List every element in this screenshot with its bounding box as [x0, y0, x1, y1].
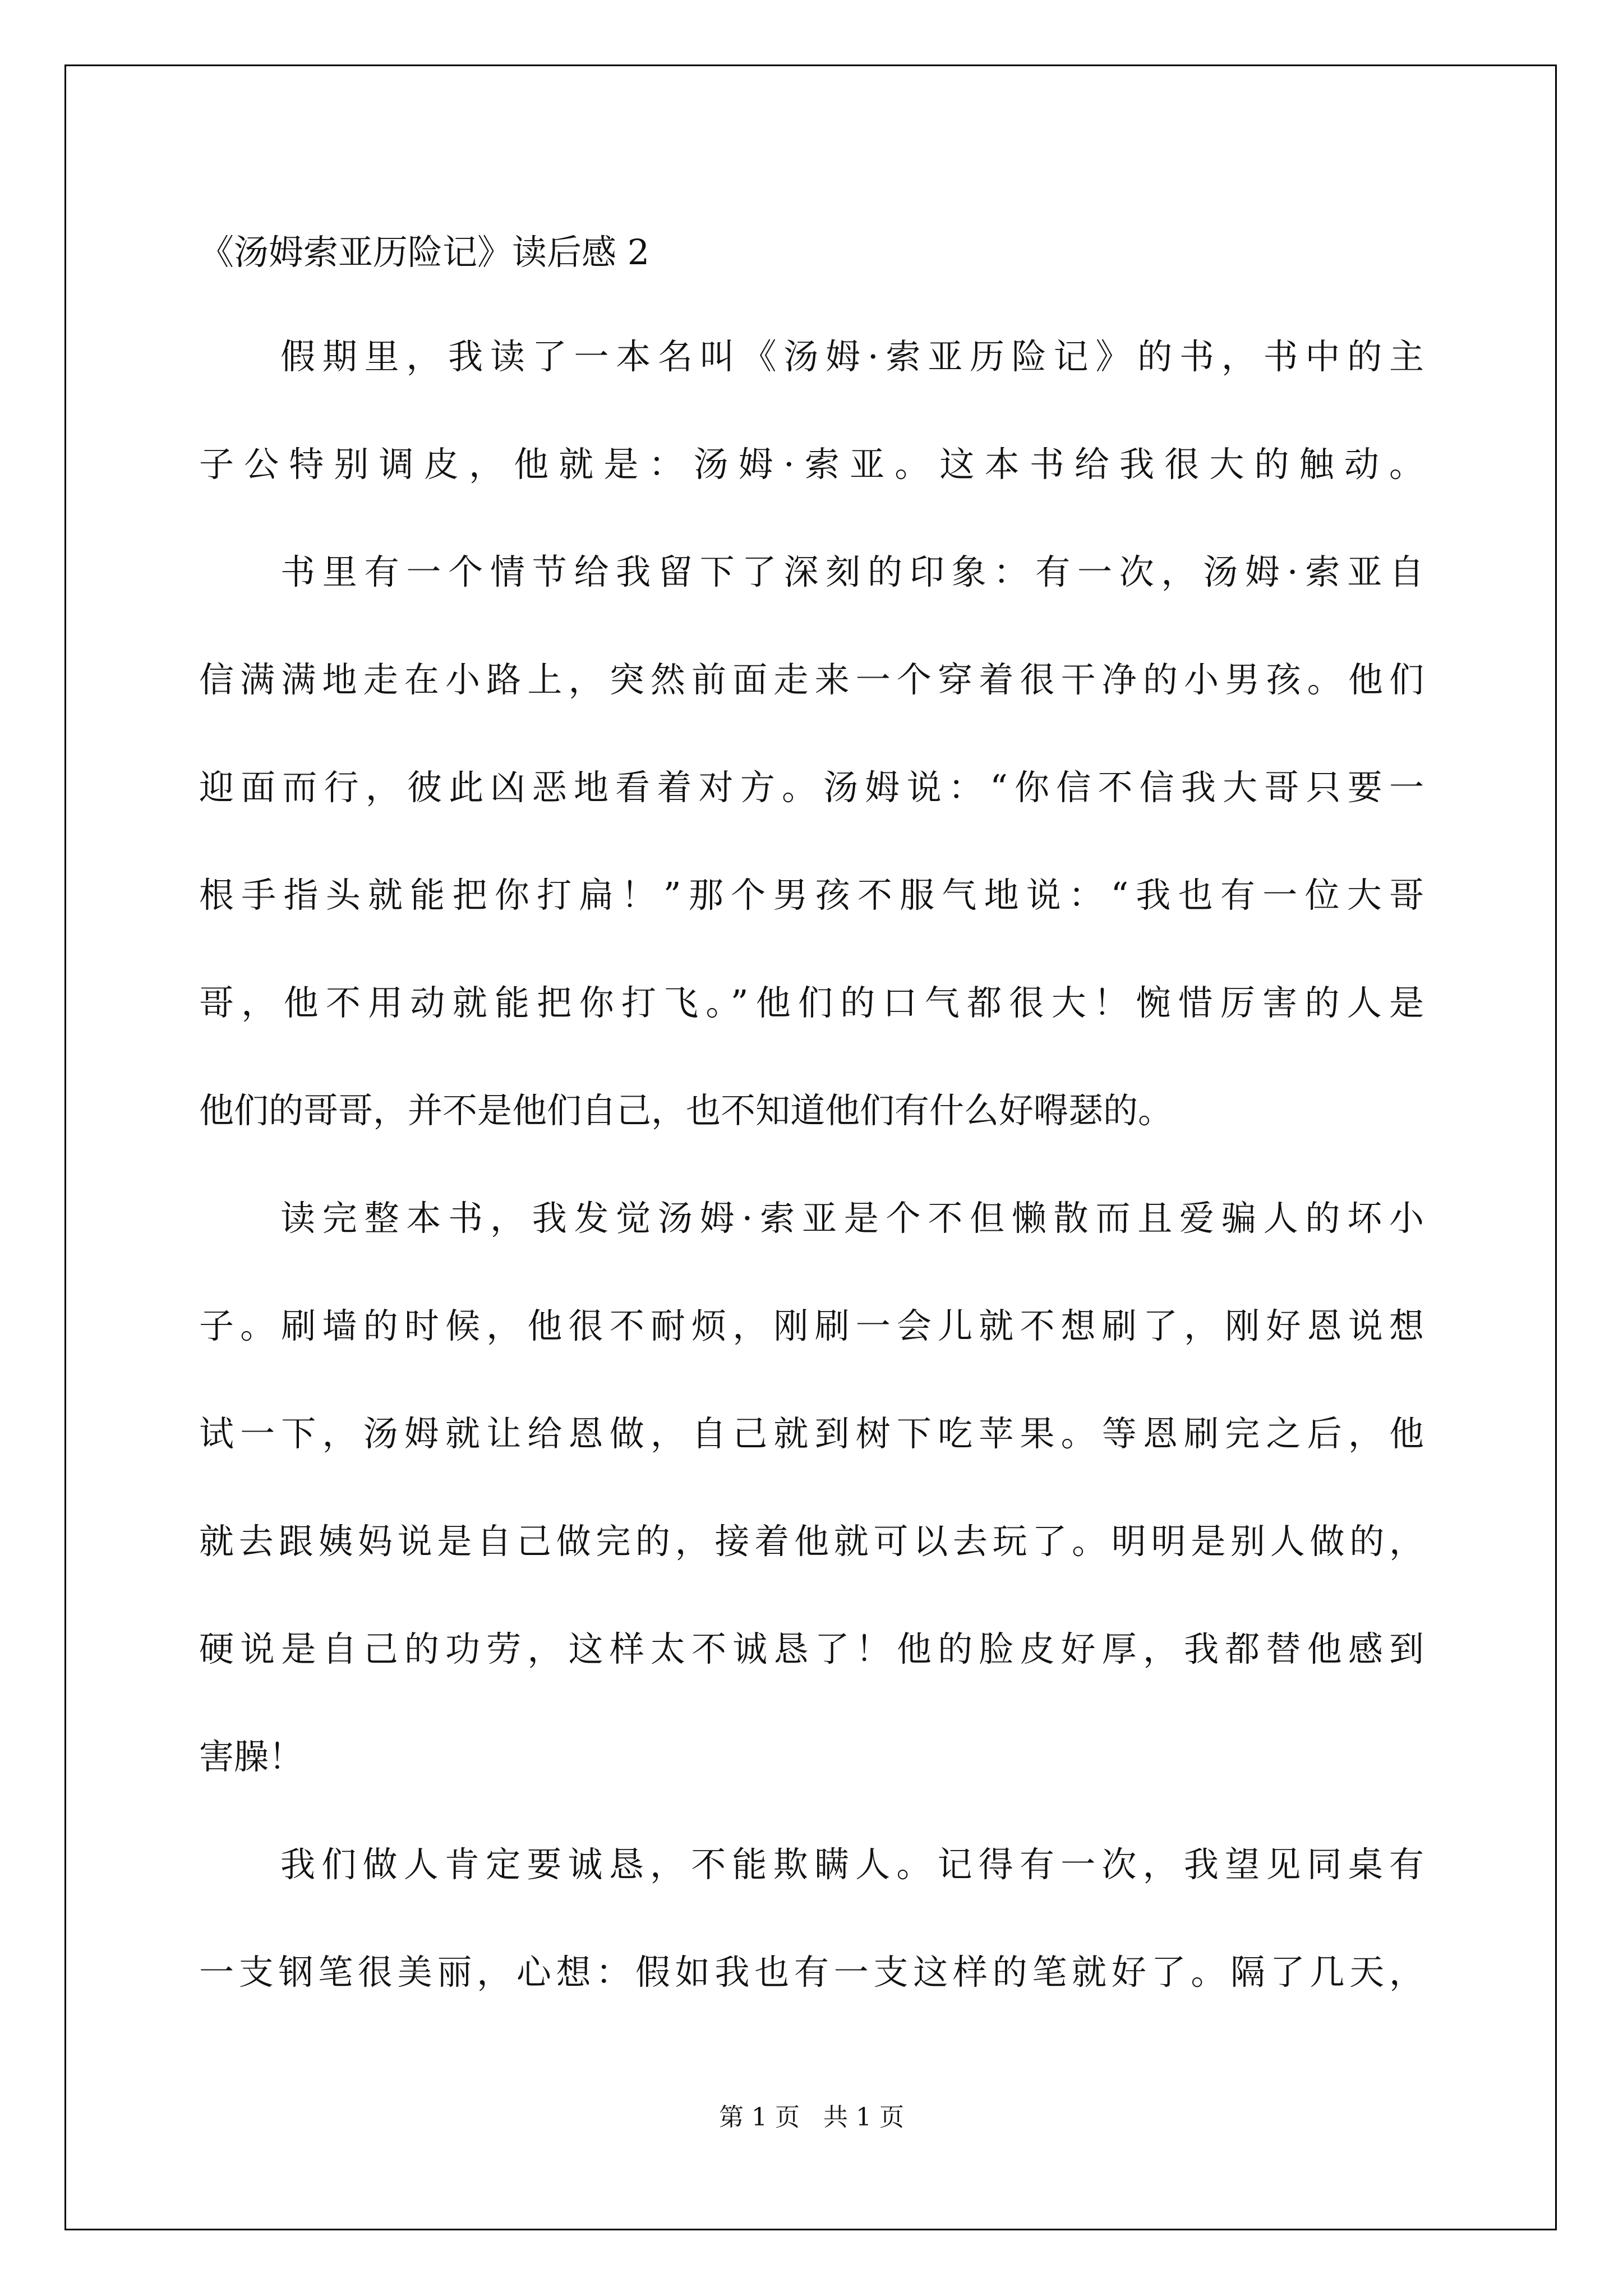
paragraph-3-line-5: 硬说是自己的功劳，这样太不诚恳了！他的脸皮好厚，我都替他感到 [199, 1628, 1424, 1669]
paragraph-3-line-3: 试一下，汤姆就让给恩做，自己就到树下吃苹果。等恩刷完之后，他 [199, 1413, 1424, 1454]
paragraph-2-line-1: 书里有一个情节给我留下了深刻的印象：有一次，汤姆·索亚自 [280, 551, 1424, 592]
paragraph-3-line-4: 就去跟姨妈说是自己做完的，接着他就可以去玩了。明明是别人做的， [199, 1521, 1424, 1562]
paragraph-3-line-6: 害臊！ [199, 1736, 304, 1777]
paragraph-3-line-2: 子。刷墙的时候，他很不耐烦，刚刷一会儿就不想刷了，刚好恩说想 [199, 1305, 1424, 1346]
paragraph-1-line-1: 假期里，我读了一本名叫《汤姆·索亚历险记》的书，书中的主 [280, 336, 1424, 377]
paragraph-1-line-2: 子公特别调皮，他就是：汤姆·索亚。这本书给我很大的触动。 [199, 444, 1424, 485]
page-border [64, 65, 1557, 2230]
paragraph-3-line-1: 读完整本书，我发觉汤姆·索亚是个不但懒散而且爱骗人的坏小 [280, 1198, 1424, 1239]
paragraph-2-line-4: 根手指头就能把你打扁！”那个男孩不服气地说：“我也有一位大哥 [199, 875, 1424, 915]
paragraph-2-line-3: 迎面而行，彼此凶恶地看着对方。汤姆说：“你信不信我大哥只要一 [199, 767, 1424, 808]
paragraph-2-line-5: 哥，他不用动就能把你打飞。”他们的口气都很大！惋惜厉害的人是 [199, 982, 1424, 1023]
paragraph-2-line-2: 信满满地走在小路上，突然前面走来一个穿着很干净的小男孩。他们 [199, 659, 1424, 700]
paragraph-2-line-6: 他们的哥哥，并不是他们自己，也不知道他们有什么好嘚瑟的。 [199, 1090, 1173, 1131]
paragraph-4-line-2: 一支钢笔很美丽，心想：假如我也有一支这样的笔就好了。隔了几天， [199, 1952, 1424, 1993]
page-number-footer: 第 1 页 共 1 页 [719, 2103, 904, 2132]
paragraph-4-line-1: 我们做人肯定要诚恳，不能欺瞒人。记得有一次，我望见同桌有 [280, 1844, 1424, 1885]
document-title: 《汤姆索亚历险记》读后感 2 [199, 232, 650, 273]
